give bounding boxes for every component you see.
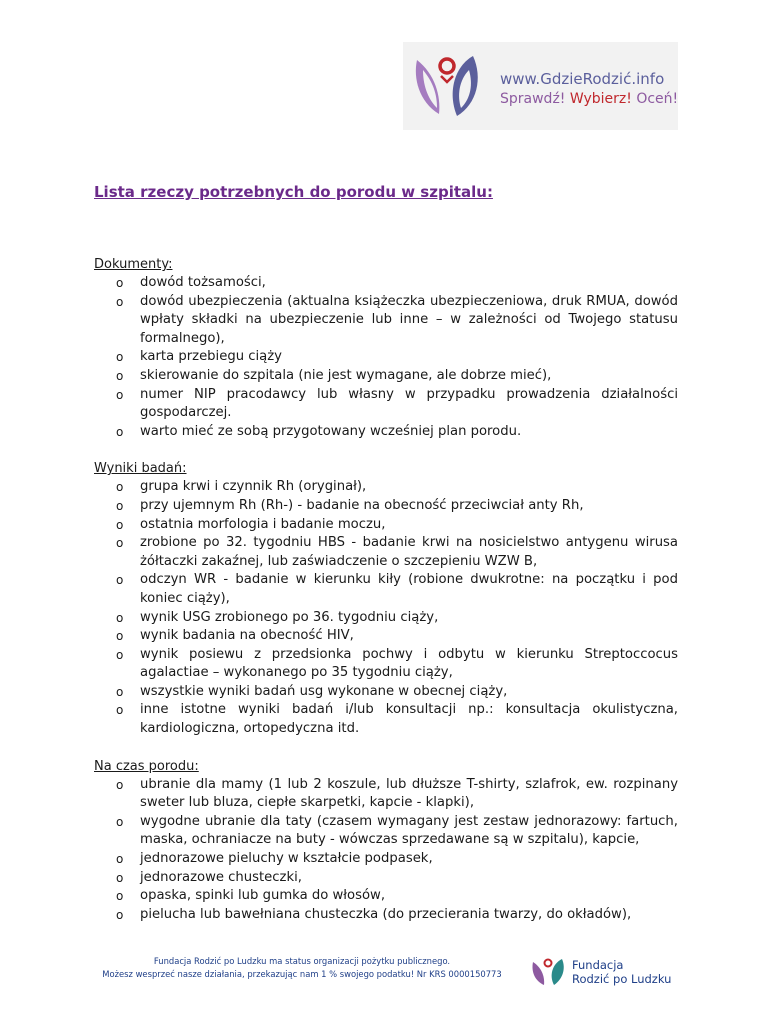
tagline-check: Sprawdź! <box>500 91 566 107</box>
bullet-icon: o <box>116 889 124 904</box>
list-item: o dowód tożsamości, <box>94 274 678 293</box>
bullet-icon: o <box>116 387 124 402</box>
list-item: o wynik posiewu z przedsionka pochwy i odbytu w kierunku Streptoccocus agalactiae – wykonanego po 35 tygodniu ciąży, <box>116 646 678 681</box>
bullet-icon: o <box>116 294 124 309</box>
list-item: o grupa krwi i czynnik Rh (oryginał), <box>94 478 678 497</box>
bullet-icon: o <box>116 647 124 662</box>
list-item: o pielucha lub bawełniana chusteczka (do przecierania twarzy, do okładów), <box>94 906 678 925</box>
item-list <box>94 776 678 925</box>
section-heading: Na czas porodu: <box>94 758 199 774</box>
list-item: o opaska, spinki lub gumka do włosów, <box>94 887 678 906</box>
header-logo <box>403 42 678 130</box>
list-item: o odczyn WR - badanie w kierunku kiły (robione dwukrotne: na początku i pod koniec ciąży), <box>116 572 678 606</box>
bullet-icon: o <box>116 703 124 718</box>
list-item: o jednorazowe pieluchy w kształcie podpasek, <box>94 850 678 869</box>
footer-org-line-1: Fundacja <box>572 958 624 972</box>
list-item: o jednorazowe chusteczki, <box>94 869 678 888</box>
bullet-icon: o <box>116 480 124 495</box>
footer-note <box>92 955 512 981</box>
section-heading: Dokumenty: <box>94 257 173 272</box>
bullet-icon: o <box>116 907 124 922</box>
list-item: o wszystkie wyniki badań usg wykonane w obecnej ciąży, <box>94 683 678 702</box>
tagline-rate: Oceń! <box>636 91 679 107</box>
list-item: o wynik USG zrobionego po 36. tygodniu ciąży, <box>94 609 678 628</box>
item-list <box>94 478 678 738</box>
document-title: Lista rzeczy potrzebnych do porodu w szpitalu: <box>94 183 493 201</box>
list-item: o warto mieć ze sobą przygotowany wcześniej plan porodu. <box>94 423 678 442</box>
bullet-icon: o <box>116 536 124 551</box>
footer-line-2: Możesz wesprzeć nasze działania, przekazując nam 1 % swojego podatku! Nr KRS 0000150773 <box>102 969 502 979</box>
bullet-icon: o <box>116 573 124 588</box>
footer-line-1: Fundacja Rodzić po Ludzku ma status organizacji pożytku publicznego. <box>153 956 451 966</box>
list-item: o zrobione po 32. tygodniu HBS - badanie krwi na nosicielstwo antygenu wirusa żółtaczki zakaźnej, lub zaświadczenie o szczepieniu WZW B, <box>116 535 678 569</box>
list-item: o ubranie dla mamy (1 lub 2 koszule, lub dłuższe T-shirty, szlafrok, ew. rozpinany sweter lub bluza, ciepłe skarpetki, kapcie - klapki), <box>116 776 678 811</box>
fundacja-logo-icon <box>530 956 568 986</box>
bullet-icon: o <box>116 276 124 290</box>
list-item: o inne istotne wyniki badań i/lub konsultacji np.: konsultacja okulistyczna, kardiologiczna, ortopedyczna itd. <box>116 702 678 737</box>
logo-tagline <box>500 91 678 107</box>
list-item: o ostatnia morfologia i badanie moczu, <box>94 516 678 535</box>
section-documents <box>94 255 678 441</box>
footer-organization <box>572 958 671 986</box>
list-item: o dowód ubezpieczenia (aktualna książeczka ubezpieczeniowa, druk RMUA, dowód wpłaty składki na ubezpieczenie lub inne – w zależności od Twojego statusu formalnego), <box>116 293 678 346</box>
tagline-choose: Wybierz! <box>569 91 632 107</box>
list-item: o karta przebiegu ciąży <box>94 348 678 367</box>
section-test-results <box>94 459 678 738</box>
list-item: o wygodne ubranie dla taty (czasem wymagany jest zestaw jednorazowy: fartuch, maska, ochraniacze na buty - wówczas sprzedawane są w szpitalu), kapcie, <box>116 813 678 848</box>
bullet-icon: o <box>116 684 124 699</box>
section-heading: Wyniki badań: <box>94 461 187 477</box>
logo-url-text: www.GdzieRodzić.info <box>500 70 665 88</box>
item-list <box>94 274 678 441</box>
bullet-icon: o <box>116 610 124 625</box>
gdzierodzic-logo-icon <box>411 52 497 118</box>
list-item: o numer NIP pracodawcy lub własny w przypadku prowadzenia działalności gospodarczej. <box>116 386 678 421</box>
bullet-icon: o <box>116 350 124 365</box>
list-item: o wynik badania na obecność HIV, <box>94 627 678 646</box>
bullet-icon: o <box>116 517 124 532</box>
bullet-icon: o <box>116 424 124 439</box>
bullet-icon: o <box>116 870 124 885</box>
bullet-icon: o <box>116 814 124 829</box>
section-for-delivery <box>94 757 678 925</box>
list-item: o przy ujemnym Rh (Rh-) - badanie na obecność przeciwciał anty Rh, <box>94 497 678 516</box>
bullet-icon: o <box>116 629 124 644</box>
bullet-icon: o <box>116 852 124 867</box>
bullet-icon: o <box>116 498 124 513</box>
footer-org-line-2: Rodzić po Ludzku <box>572 972 672 986</box>
list-item: o skierowanie do szpitala (nie jest wymagane, ale dobrze mieć), <box>94 367 678 386</box>
bullet-icon: o <box>116 777 124 792</box>
document-body <box>94 255 678 942</box>
bullet-icon: o <box>116 368 124 383</box>
